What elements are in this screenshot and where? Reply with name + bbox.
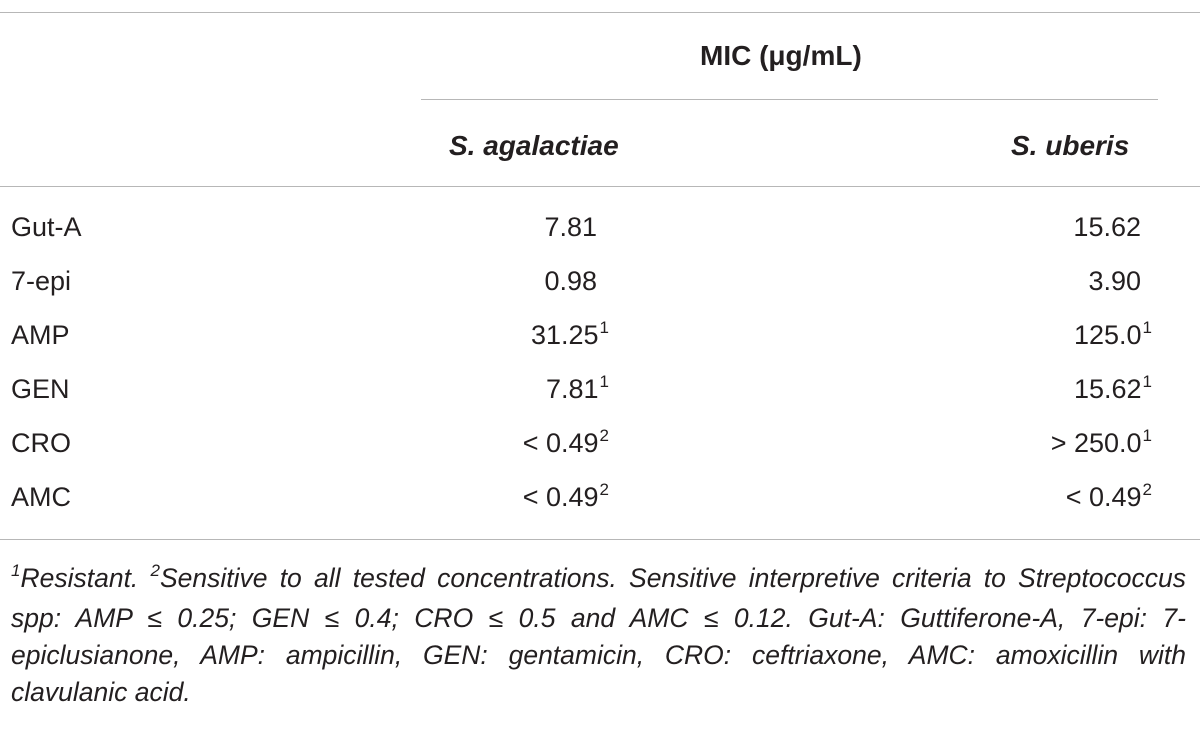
cell-7-epi-uberis: 3.90 [1088,266,1141,296]
cell-amp-uberis: 125.0$^1$ [1073,318,1152,350]
row-label-amp: AMP [11,320,70,350]
footnote-marker-2: 2 [150,561,160,580]
table-header-rule [0,186,1200,187]
row-label-7-epi: 7-epi [11,266,72,296]
row-label-gut-a: Gut-A [11,212,82,242]
cell-amc-agalactiae: < $0.49^2$ [522,480,609,512]
row-label-gen: GEN [11,374,70,404]
cell-7-epi-agalactiae: 0.98 [544,266,597,296]
table-bottom-rule [0,539,1200,540]
cell-cro-agalactiae: < $0.49^2$ [522,426,609,458]
footnote-text-2: Sensitive to all tested concentrations. Sensitive interpretive criteria to Streptococcus spp: AMP ≤ 0.25; GEN ≤ 0.4; CRO ≤ 0.5 and AMC ≤ 0.12. Gut-A: Guttiferone-A, 7-epi: 7-epiclusianone, AMP: ampicillin, GEN: gentamicin, CRO: ceftriaxone, AMC: amoxicillin with clavulanic acid. [11,563,1186,707]
footnote-text-1: Resistant. [20,563,151,593]
cell-gut-a-uberis: 15.62 [1073,212,1141,242]
cell-cro-uberis: > $250.0^1$ [1050,426,1152,458]
footnote-marker-1: 1 [11,561,21,580]
row-label-cro: CRO [11,428,71,458]
cell-gen-agalactiae: 7.81$^1$ [545,372,609,404]
row-label-amc: AMC [11,482,71,512]
mic-header: MIC (μg/mL) [700,40,862,71]
table-top-rule [0,12,1200,13]
cell-amc-uberis: < $0.49^2$ [1065,480,1152,512]
mic-header-rule [421,99,1158,100]
table-footnote [11,560,1186,711]
column-header-s-uberis: S. uberis [1011,130,1130,161]
cell-gen-uberis: 15.62$^1$ [1073,372,1152,404]
column-header-s-agalactiae: S. agalactiae [449,130,619,161]
cell-amp-agalactiae: 31.25$^1$ [530,318,609,350]
cell-gut-a-agalactiae: 7.81 [544,212,597,242]
